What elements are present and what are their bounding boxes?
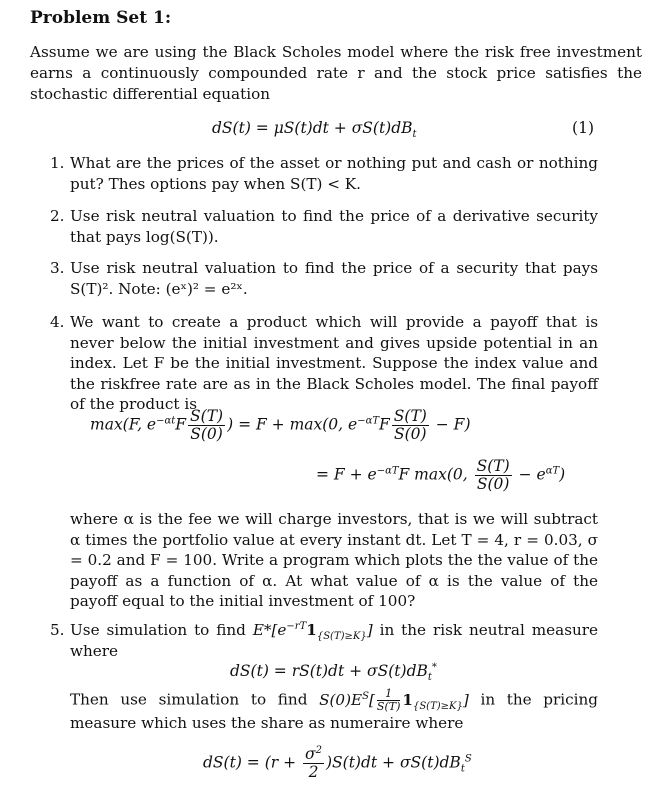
list-item-4 bbox=[50, 312, 598, 415]
list-item-5-continued bbox=[50, 688, 598, 734]
expectation-formula-1: $E*[e^{-rT}1_{\{S(T)\ge K\}}]$ bbox=[252, 620, 373, 643]
share-numeraire-sde: dS(t) = (r + $\frac{\sigma^2}{2}$ )$S(t)dt + \sigma S(t)dB_t^S$ bbox=[203, 744, 472, 781]
list-item-3 bbox=[50, 258, 598, 299]
equation-number-1: (1) bbox=[572, 119, 594, 137]
list-item-number: 4. bbox=[50, 313, 65, 331]
list-item-text: Use risk neutral valuation to find the price of a security that pays S(T)². Note: (eˣ)² = e²ˣ. bbox=[70, 259, 598, 298]
payoff-equation-line-2: = $F + e^{-\alpha T}F$ max(0, $\frac{S(T)}{S(0)}$ − $e^{\alpha T}$) bbox=[316, 457, 566, 493]
item5-text-b: in the risk neutral measure where bbox=[70, 621, 599, 660]
list-item-5 bbox=[50, 620, 598, 661]
payoff-equation-line-1: max(F, $e^{-\alpha t}F$ $\frac{S(T)}{S(0)}$ ) = F + max(0, $e^{-\alpha T}F$ $\frac{S(T)}{S(0)}$ − F) bbox=[90, 407, 471, 443]
item5-then-b: in the pricing measure which uses the share as numeraire where bbox=[70, 690, 599, 732]
list-item-number: 3. bbox=[50, 259, 65, 277]
intro-paragraph: Assume we are using the Black Scholes model where the risk free investment earns a continuously compounded rate r and the stock price satisfies the stochastic differential equation bbox=[30, 43, 642, 103]
item5-then-a: Then use simulation to find bbox=[70, 690, 308, 709]
list-item-1 bbox=[50, 153, 598, 194]
list-item-text: We want to create a product which will provide a payoff that is never below the initial investment and gives upside potential in an index. Let F be the initial investment. Suppose the index value and the riskfree rate are as in the Black Scholes model. The final payoff of the product is bbox=[70, 313, 598, 413]
list-item-number: 5. bbox=[50, 621, 65, 639]
list-item-number: 2. bbox=[50, 207, 65, 225]
list-item-text: Use risk neutral valuation to find the price of a derivative security that pays log(S(T)). bbox=[70, 207, 598, 246]
list-item-text bbox=[70, 688, 598, 734]
expectation-formula-2: $S(0)E^S$[ $\frac{1}{S(T)}$ $1_{\{S(T)\ge K\}}$] bbox=[319, 687, 469, 713]
list-item-text bbox=[70, 620, 598, 661]
list-item-number: 1. bbox=[50, 154, 65, 172]
list-item-text: where α is the fee we will charge investors, that is we will subtract α times the portfolio value at every instant dt. Let T = 4, r = 0.03, σ = 0.2 and F = 100. Write a program which plots the the value of the payoff as a function of α. At what value of α is the value of the payoff equal to the initial investment of 100? bbox=[70, 510, 598, 610]
sde-equation-1: $dS(t) = \mu S(t)dt + \sigma S(t)dB_t$ bbox=[212, 119, 417, 141]
list-item-4-continued bbox=[50, 509, 598, 612]
risk-neutral-sde: $dS(t) = rS(t)dt + \sigma S(t)dB_t^*$ bbox=[230, 661, 437, 684]
item5-text-a: Use simulation to find bbox=[70, 621, 246, 639]
list-item-2 bbox=[50, 206, 598, 247]
problem-set-title: Problem Set 1: bbox=[30, 8, 172, 28]
list-item-text: What are the prices of the asset or nothing put and cash or nothing put? Thes options pay when S(T) < K. bbox=[70, 154, 598, 193]
